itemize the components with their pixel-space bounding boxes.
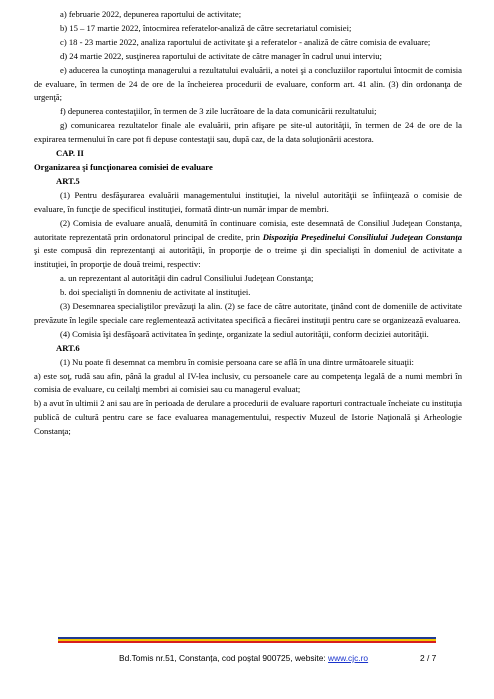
art5-p2-disposition: Dispoziţia Preşedinelui Consiliului Judeţean Constanţa — [262, 231, 463, 242]
page-number: 2 / 7 — [420, 653, 437, 663]
article-5-heading: ART.5 — [56, 175, 80, 186]
stripe-red — [58, 641, 436, 643]
art6-item-b: b) a avut în ultimii 2 ani sau are în perioada de derulare a procedurii de evaluare raporturi contractuale încheiate cu instituţia publică de cultură pentru care se face evaluarea managementului, respectiv Muzeul de Istorie Naţională şi Arheologie Constanţa; — [34, 398, 462, 437]
art5-paragraph-4: (4) Comisia îşi desfăşoară activitatea în şedinţe, organizate la sediul autorităţii, conform deciziei autorităţii. — [60, 328, 429, 339]
footer-address-text: Bd.Tomis nr.51, Constanța, cod poștal 900725, website: — [119, 653, 329, 663]
paragraph-g: g) comunicarea rezultatelor finale ale evaluării, prin afişare pe site-ul autorităţii, în termen de 24 de ore de la expirarea termenului în care pot fi depuse contestaţii sau, după caz, de la data soluţionării acestora. — [34, 120, 462, 145]
document-body — [34, 8, 462, 439]
paragraph-c: c) 18 - 23 martie 2022, analiza raportului de activitate şi a referatelor - analiză de către comisia de evaluare; — [60, 36, 431, 47]
paragraph-a: a) februarie 2022, depunerea raportului de activitate; — [60, 9, 242, 19]
art5-paragraph-2 — [34, 217, 462, 273]
paragraph-b: b) 15 – 17 martie 2022, întocmirea referatelor-analiză de către secretariatul comisiei; — [60, 22, 352, 33]
art5-paragraph-3: (3) Desemnarea specialiştilor prevăzuţi la alin. (2) se face de către autoritate, ţinând cont de domeniile de activitate prevăzute în legile speciale care reglementează activitatea specifică a fiecărei instituţii pentru care se organizează evaluarea. — [34, 301, 462, 325]
chapter-subheading: Organizarea şi funcţionarea comisiei de evaluare — [34, 161, 213, 172]
footer-tricolor-stripe — [58, 637, 436, 644]
art5-item-b: b. doi specialişti în domneniu de activitate al instituţiei. — [60, 287, 251, 298]
footer-address — [119, 652, 368, 666]
paragraph-d: d) 24 martie 2022, susţinerea raportului de activitate de către manager în cadrul unui interviu; — [60, 50, 382, 61]
paragraph-e: e) aducerea la cunoştinţa managerului a rezultatului evaluării, a notei şi a concluziilor raportului întocmit de comisia de evaluare, în termen de 24 de ore de la încheierea procedurii de evaluare, conform art. 41 alin. (3) din ordonanţa de urgenţă; — [34, 64, 462, 103]
page-footer — [0, 652, 494, 666]
art5-item-a: a. un reprezentant al autorităţii din cadrul Consiliului Judeţean Constanţa; — [60, 273, 314, 284]
art6-item-a: a) este soţ, rudă sau afin, până la gradul al IV-lea inclusiv, cu persoanele care au competenţa legală de a numi membri în comisia de evaluare, cu ceilalţi membri ai comisiei sau cu managerul evaluat; — [34, 370, 462, 395]
paragraph-f: f) depunerea contestaţiilor, în termen de 3 zile lucrătoare de la data comunicării rezultatului; — [60, 106, 377, 117]
art6-paragraph-1: (1) Nu poate fi desemnat ca membru în comisie persoana care se află în una dintre următoarele situaţii: — [60, 356, 414, 367]
art5-p2-text-end: şi este compusă din reprezentanţi ai autorităţii, în proporţie de o treime şi din specialişti în domeniul de activitate a instituţiei, în proporţie de două treimi, respectiv: — [34, 245, 462, 270]
footer-website-link[interactable]: www.cjc.ro — [328, 653, 369, 663]
chapter-heading: CAP. II — [56, 148, 84, 159]
art5-p2-text-start: (2) Comisia de evaluare anuală, denumită în continuare comisia, este desemnată de Consiliul Judeţean Constanţa, autoritate reprezentată prin ordonatorul principal de credite, prin — [34, 217, 462, 242]
article-6-heading: ART.6 — [56, 342, 80, 353]
art5-paragraph-1: (1) Pentru desfăşurarea evaluării managementului instituţiei, la nivelul autorităţii se înfiinţează o comisie de evaluare, în funcţie de specificul instituţiei, formată dintr-un număr impar de membri. — [34, 189, 462, 214]
